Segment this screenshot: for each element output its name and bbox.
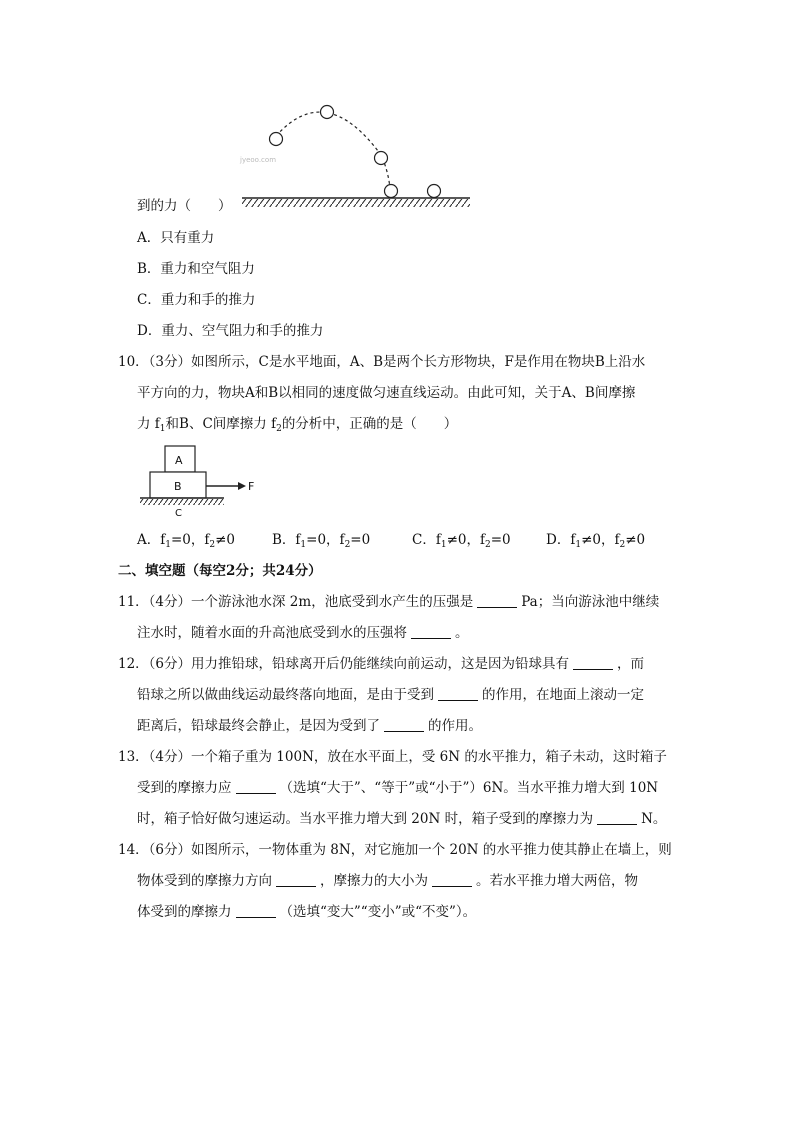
q12-blank-1 (573, 655, 613, 670)
q9-option-c: C．重力和手的推力 (137, 292, 256, 308)
q11-line1: 11．（4分）一个游泳池水深 2m，池底受到水产生的压强是 Pa；当向游泳池中继续 (118, 594, 660, 610)
watermark: jyeoo.com (240, 156, 277, 164)
q11-blank-2 (411, 624, 451, 639)
ball-trajectory-figure (236, 100, 476, 215)
block-b-label: B (174, 480, 182, 493)
ball-4 (385, 185, 398, 198)
ball-3 (375, 152, 388, 165)
blocks-figure (140, 440, 280, 520)
force-label: F (248, 480, 255, 493)
q14-blank-3 (236, 903, 276, 918)
q10-option-b: B．$f_1=0$，$f_2=0$ (272, 532, 371, 550)
q14-blank-1 (276, 872, 316, 887)
q10-option-c: C．$f_1\ne 0$，$f_2=0$ (412, 532, 511, 550)
q10-line3: 力 $f_1$和B、C间摩擦力 $f_2$的分析中，正确的是（ ） (137, 416, 458, 434)
q10-option-a: A．$f_1=0$，$f_2\ne 0$ (137, 532, 236, 550)
ground-hatch-2 (140, 499, 224, 505)
q14-blank-2 (432, 872, 472, 887)
q14-line2: 物体受到的摩擦力方向 ，摩擦力的大小为 。若水平推力增大两倍，物 (137, 873, 638, 889)
ground-hatch (242, 199, 470, 207)
ball-2 (321, 106, 334, 119)
trajectory-path (276, 112, 390, 188)
q14-line1: 14．（6分）如图所示，一物体重为 8N，对它施加一个 20N 的水平推力使其静止在墙上，则 (118, 842, 672, 858)
q11-line2: 注水时，随着水面的升高池底受到水的压强将 。 (137, 625, 469, 641)
ball-5 (428, 185, 441, 198)
q9-option-d: D．重力、空气阻力和手的推力 (137, 323, 324, 339)
q13-blank-2 (597, 810, 637, 825)
q13-blank-1 (236, 779, 276, 794)
q9-stem-tail: 到的力（ ） (137, 198, 232, 214)
section-2-title: 二、填空题（每空2分；共24分） (118, 563, 322, 579)
q12-line3: 距离后，铅球最终会静止，是因为受到了 的作用。 (137, 718, 482, 734)
q12-blank-3 (384, 717, 424, 732)
q12-blank-2 (438, 686, 478, 701)
q9-option-a: A．只有重力 (137, 230, 215, 246)
block-a-label: A (175, 454, 183, 467)
ground-label: C (175, 508, 182, 519)
q9-option-b: B．重力和空气阻力 (137, 261, 255, 277)
q13-line1: 13．（4分）一个箱子重为 100N，放在水平面上，受 6N 的水平推力，箱子未动，这时箱子 (118, 749, 667, 765)
q10-option-d: D．$f_1\ne 0$，$f_2\ne 0$ (546, 532, 646, 550)
force-arrowhead (238, 482, 246, 490)
ball-1 (270, 133, 283, 146)
q11-blank-1 (477, 593, 517, 608)
q12-line1: 12．（6分）用力推铅球，铅球离开后仍能继续向前运动，这是因为铅球具有 ，而 (118, 656, 645, 672)
q12-line2: 铅球之所以做曲线运动最终落向地面，是由于受到 的作用，在地面上滚动一定 (137, 687, 644, 703)
q13-line3: 时，箱子恰好做匀速运动。当水平推力增大到 20N 时，箱子受到的摩擦力为 N。 (137, 811, 667, 827)
q10-line2: 平方向的力，物块A和B以相同的速度做匀速直线运动。由此可知，关于A、B间摩擦 (137, 385, 636, 401)
q14-line3: 体受到的摩擦力 （选填“变大”“变小”或“不变”）。 (137, 904, 477, 920)
q13-line2: 受到的摩擦力应 （选填“大于”、“等于”或“小于”）6N。当水平推力增大到 10N (137, 780, 659, 796)
q10-line1: 10．（3分）如图所示，C是水平地面，A、B是两个长方形物块，F是作用在物块B上沿水 (118, 354, 646, 370)
